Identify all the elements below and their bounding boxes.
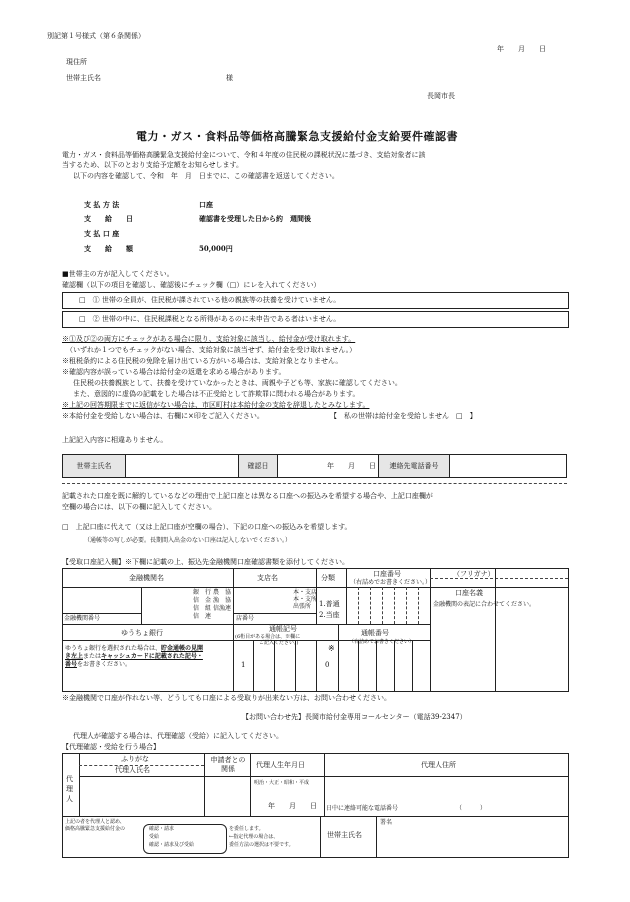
confirm-statement: 上記記入内容に相違ありません。 [62,436,168,444]
bank-type-shingyoren: 信漁連 [213,605,232,612]
proxy-phone-paren[interactable]: （ ） [456,805,487,812]
check-instruction: 確認欄（以下の項目を確認し、確認後にチェック欄（□）にレを入れてください） [62,281,321,289]
bank-code-label: 金融機関番号 [64,615,101,622]
change-option[interactable]: □ 上記口座に代えて（又は上記口座が空欄の場合）、下記の口座への振込みを希望します。 [62,523,352,531]
bank-type-ginko: 銀 行 [193,589,212,596]
passbook-number-note: （右詰めでお書きください） [349,639,415,645]
branch-type-0: 本・支店 [293,589,318,596]
number-note: （右詰めでお書きください。） [350,579,432,586]
passbook-symbol-note: (6桁目がある場合は、※欄に [235,634,301,640]
proxy-relation-label: 申請者との関係 [210,756,246,773]
note-7: ※上記の回答期限までに返信がない場合は、市区町村は本給付金の支給を辞退したとみなします。 [62,401,370,409]
branch-type-1: 本・支所 [293,596,318,603]
honorific: 様 [226,74,233,82]
number-header: 口座番号 [373,570,401,578]
yucho-note3: 番号 [65,661,78,668]
change-option-note: （通帳等の写しが必要。長期間入出金のない口座は記入しないでください。） [84,537,292,544]
delegate-line5: 委任方法の選択は不要です。 [229,842,294,848]
proxy-intro: 代理人が確認する場合は、代理確認（受給）に記入してください。 [73,732,283,740]
asterisk-marker: ※ [328,644,335,653]
yucho-note1b: 貯金通帳の見開 [161,645,204,652]
proxy-heading: 【代理確認・受給を行う場合】 [62,743,160,751]
bank-type-nokyo: 農 協 [213,589,232,596]
yucho-note1: ゆうちょ銀行を選択された場合は、 [65,645,162,652]
proxy-address-label: 代理人住所 [421,761,456,769]
yucho-note3b: をお書きください。 [77,661,132,668]
yucho-note-line2 [65,653,203,660]
holder-note: 金融機関の表記に合わせてください。 [433,601,536,608]
mayor-name: 長岡市長 [427,92,455,100]
furigana-header: （フリガナ） [453,570,495,578]
account-table [62,568,569,692]
householder-label: 世帯主氏名 [66,74,101,82]
yucho-note-line1 [65,645,203,652]
method-label: 支 払 方 法 [84,200,120,209]
note-5: 住民税の扶養親族として、扶養を受けていなかったときは、両親や子ども等、家族に確認してください。 [73,379,402,387]
holder-header: 口座名義 [455,589,483,597]
form-number: 別記第１号様式（第６条関係） [47,32,145,40]
proxy-birth-date[interactable]: 年 月 日 [268,802,317,810]
address-label: 現住所 [66,58,87,66]
issue-date: 年 月 日 [497,45,546,53]
proxy-birth-label: 代理人生年月日 [256,761,305,769]
bank-type-shinkumi: 信 組 [193,605,212,612]
delegate-line1: 上記の者を代理人と認め、 [65,819,125,825]
payday-label: 支 給 日 [84,214,133,223]
yucho-note2: き左上 [65,653,84,660]
proxy-furigana: ふりがな [121,755,149,763]
delegate-line2: 価格高騰緊急支援給付金の [65,826,126,832]
type-option-futsu[interactable]: 1.普通 [319,600,340,608]
note-8: ※本給付金を受給しない場合は、右欄に×印をご記入ください。 [62,412,264,420]
proxy-side-label: 代理人 [66,775,73,803]
delegate-opt3[interactable]: 確認・請求及び受給 [149,842,195,848]
branch-code-label: 店番号 [236,615,255,622]
check-row-1[interactable] [62,292,569,309]
account-footnote: ※金融機関で口座が作れない等、どうしても口座による受取りが出来ない方は、お問い合わせください。 [62,694,391,702]
amount-value: 50,000円 [199,244,233,253]
account-heading: 【受取口座記入欄】※下欄に記載の上、振込先金融機関口座確認書類を添付してください。 [62,558,349,566]
proxy-phone: 日中に連絡可能な電話番号 [326,805,399,812]
passbook-number-label: 通帳番号 [361,629,389,637]
account-label: 支 払 口 座 [84,229,120,238]
confirm-phone-field[interactable] [450,455,567,478]
contact-info: 【お問い合わせ先】長岡市給付金専用コールセンター（電話39-2347） [242,713,467,721]
confirm-date-label: 確認日 [239,455,278,478]
bank-name-header: 金融機関名 [129,574,164,582]
check-item-1[interactable]: □ ① 世帯の全員が、住民税が課されている他の親族等の扶養を受けていません。 [79,296,341,304]
intro-line3: 以下の内容を確認して、令和 年 月 日までに、この確認書を返送してください。 [73,172,339,180]
confirm-table [62,454,567,478]
payday-value: 確認書を受理した日から約 週間後 [199,214,311,223]
yucho-digit-1: 1 [241,661,246,669]
branch-type-2: 出張所 [293,603,312,610]
proxy-householder-label: 世帯主氏名 [327,831,362,839]
check-item-2[interactable]: □ ② 世帯の中に、住民税課税となる所得があるのに未申告である者はいません。 [79,315,341,323]
change-para2: 空欄の場合には、以下の欄に記入してください。 [62,503,216,511]
note-2: （いずれか１つでもチェックがない場合、支給対象に該当せず、給付金を受け取れません。） [66,346,357,354]
confirm-name-label: 世帯主氏名 [63,455,126,478]
yucho-label: ゆうちょ銀行 [121,629,163,637]
note-1: ※①及び②の両方にチェックがある場合に限り、支給対象に該当し、給付金が受け取れます。 [62,335,356,343]
page-title: 電力・ガス・食料品等価格高騰緊急支援給付金支給要件確認書 [136,130,458,143]
bank-type-gyokyo: 漁 協 [213,597,232,604]
method-value: 口座 [199,200,213,209]
decline-checkbox[interactable]: 【 私の世帯は給付金を受給しません □ 】 [330,412,477,420]
note-4: ※確認内容が誤っている場合は給付金の返還を求める場合があります。 [62,368,286,376]
yucho-note-line3 [65,661,131,668]
divider [62,483,567,484]
passbook-symbol-label: 通帳記号 [269,625,297,633]
note-3: ※租税条約による住民税の免除を届け出ている方がいる場合は、支給対象となりません。 [62,357,343,365]
bank-type-shinkin: 信 金 [193,597,212,604]
change-para1: 記載された口座を既に解約しているなどの理由で上記口座とは異なる口座への振込みを希望する場合や、上記口座欄が [62,492,433,500]
check-row-2[interactable] [62,311,569,328]
amount-label: 支 給 額 [84,244,133,253]
bank-type-shinren: 信 連 [193,613,212,620]
delegate-line4: ←指定代理の場合は、 [229,834,279,840]
proxy-signature-label: 署名 [380,819,393,826]
note-6: また、意図的に虚偽の記載をした場合は不正受給として詐欺罪に問われる場合があります。 [73,390,360,398]
intro-line1: 電力・ガス・食料品等価格高騰緊急支援給付金について、令和４年度の住民税の課税状況に基づき、支給対象者に該 [62,151,426,159]
proxy-table [62,753,569,858]
check-heading: ■世帯主の方が記入してください。 [62,270,174,278]
confirm-phone-label: 連絡先電話番号 [379,455,450,478]
passbook-symbol-note2: ご記入ください。) [259,640,299,646]
delegate-line3: を委任します。 [229,826,264,832]
confirm-date-field[interactable]: 年 月 日 [278,455,379,478]
yucho-digit-0: 0 [325,661,330,669]
branch-header: 支店名 [257,574,278,582]
proxy-eras[interactable]: 明治・大正・昭和・平成 [254,780,310,786]
type-header: 分類 [321,574,335,582]
type-option-toza[interactable]: 2.当座 [319,611,340,619]
delegate-opt1[interactable]: 確認・請求 [149,826,175,832]
yucho-note2c: キャッシュカードに記載された記号・ [101,653,203,660]
delegate-opt2[interactable]: 受給 [149,834,160,840]
proxy-name-label: 代理人氏名 [115,766,150,774]
yucho-note2b: または [83,653,102,660]
intro-line2: 当するため、以下のとおり支給予定額をお知らせします。 [62,161,243,169]
confirm-name-field[interactable] [126,455,239,478]
